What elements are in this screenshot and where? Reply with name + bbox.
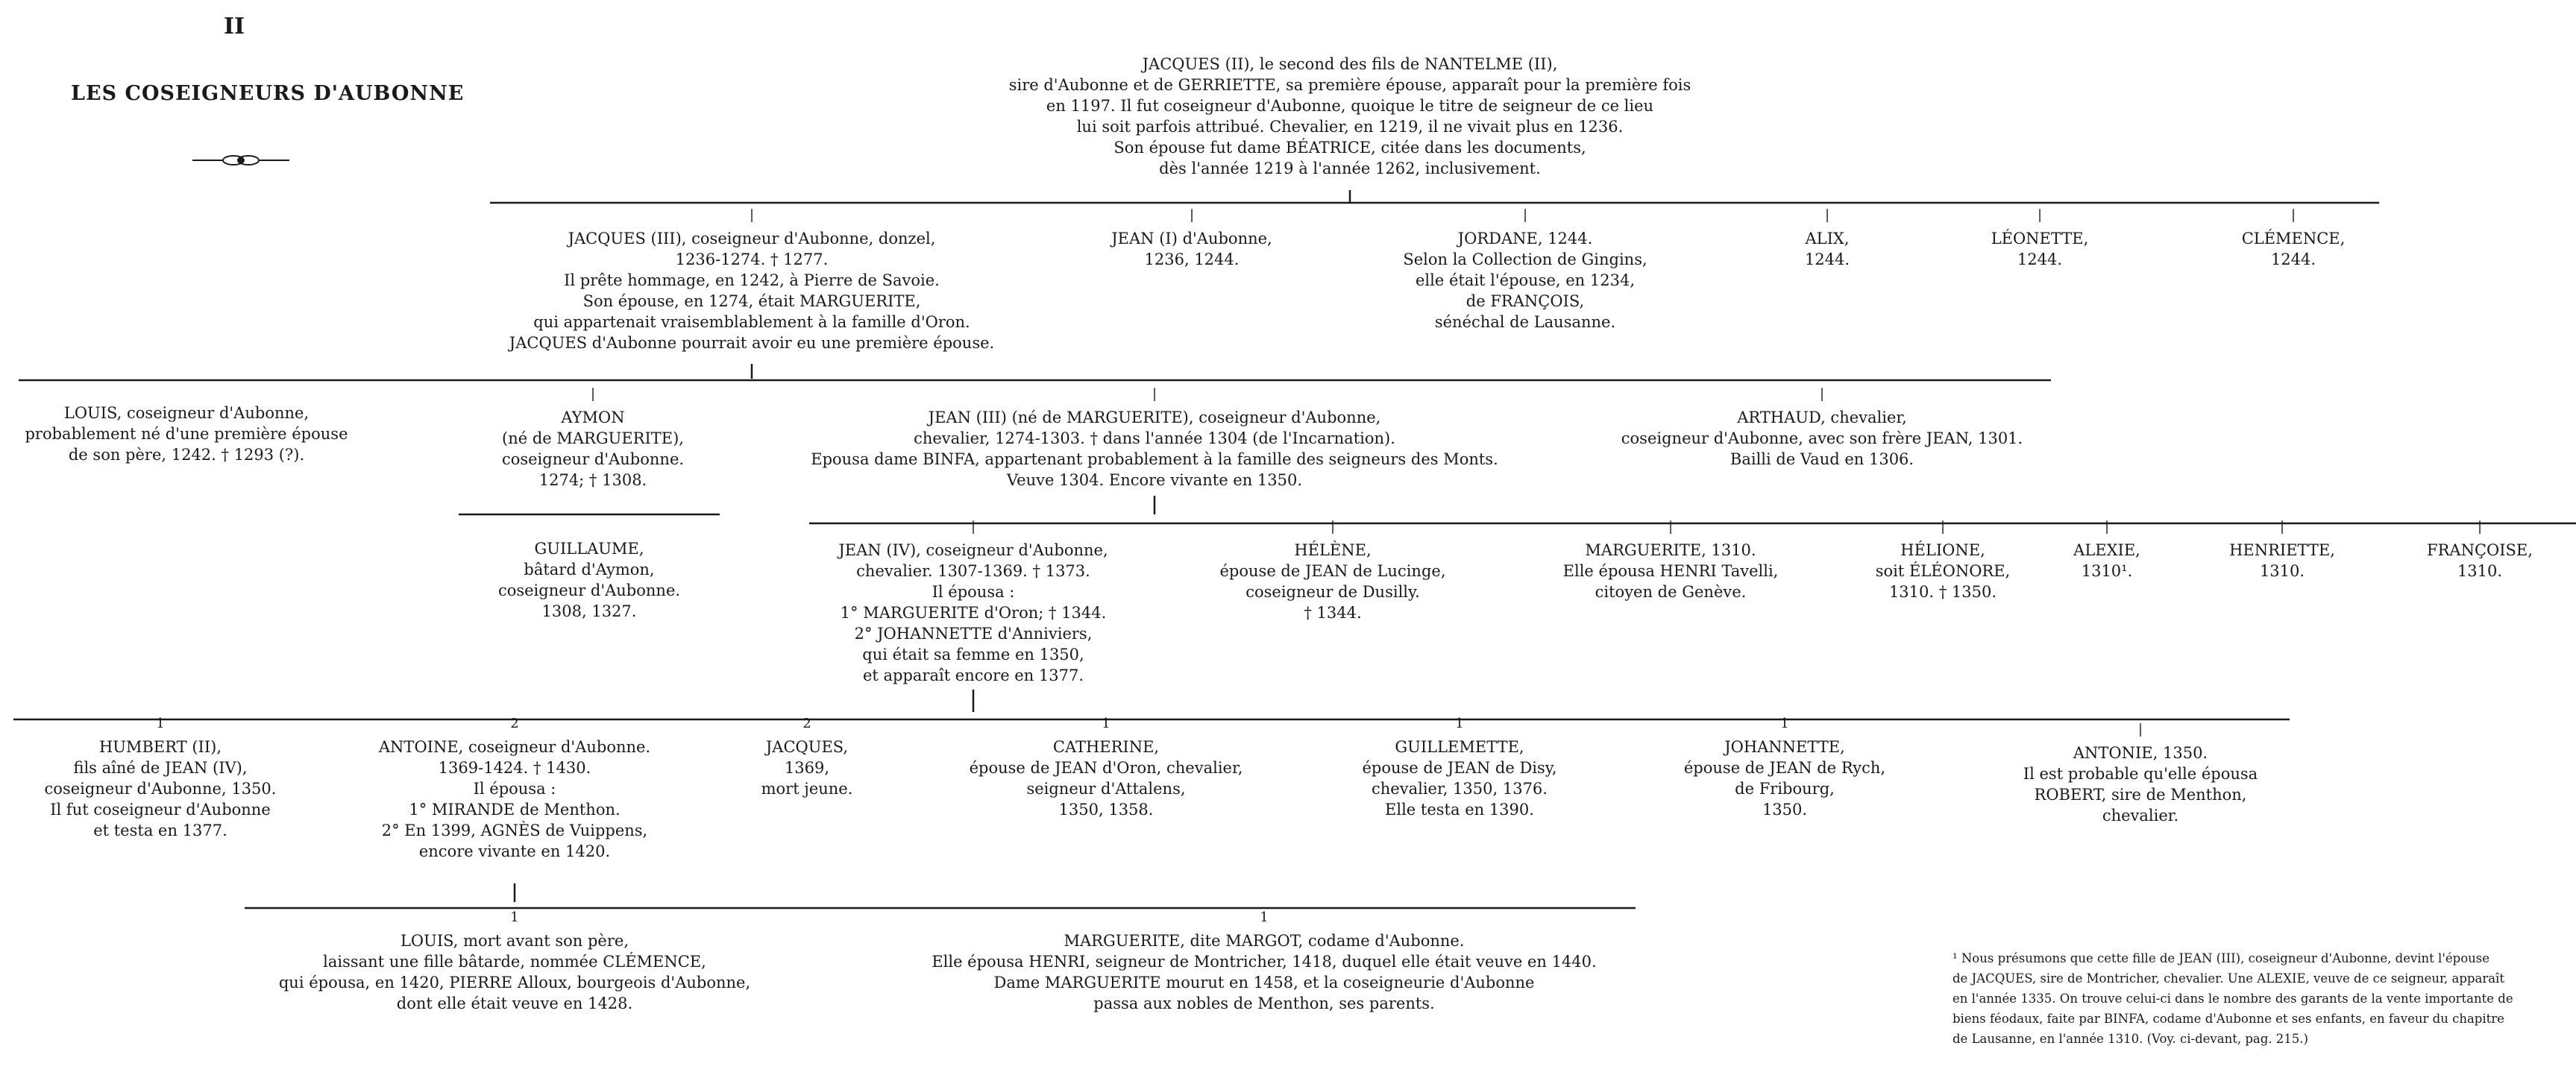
entry-text-line: HENRIETTE, [2229,541,2335,559]
entry-text-line: ALEXIE, [2073,541,2140,559]
person-henriette [2229,520,2335,581]
entry-text-line: Bailli de Vaud en 1306. [1730,450,1914,468]
entry-text-line: 2° JOHANNETTE d'Anniviers, [854,625,1093,643]
person-jean-iv [838,520,1108,686]
descent-mark: | [1940,519,1946,535]
ornament-icon [192,151,289,169]
person-alexie [2073,520,2140,581]
entry-text-line: Veuve 1304. Encore vivante en 1350. [1006,471,1303,489]
entry-text-line: coseigneur d'Aubonne, 1350. [44,780,277,798]
entry-text-line: Selon la Collection de Gingins, [1403,250,1647,268]
entry-text-line: JORDANE, 1244. [1457,230,1593,248]
entry-text-line: Il fut coseigneur d'Aubonne [50,801,271,819]
entry-text-line: 1369-1424. † 1430. [438,759,591,777]
entry-text-line: Elle épousa HENRI Tavelli, [1562,562,1779,580]
entry-text-line: 1350, 1358. [1058,801,1154,819]
entry-text-line: soit ÉLÉONORE, [1875,562,2011,580]
person-jacques-iii [509,209,994,353]
person-alix [1805,209,1850,270]
footnote-line: biens féodaux, faite par BINFA, codame d'Aubonne et ses enfants, en faveur du chapitre [1953,1012,2504,1026]
entry-text-line: qui était sa femme en 1350, [862,646,1084,663]
descent-mark: | [2290,207,2296,223]
person-humbert-ii [45,717,277,841]
entry-text-line: coseigneur d'Aubonne. [501,450,685,468]
entry-text-line: Son épouse, en 1274, était MARGUERITE, [582,292,921,310]
entry-text-line: Elle épousa HENRI, seigneur de Montricher, 1418, duquel elle était veuve en 1440. [932,953,1597,971]
entry-text-line: GUILLAUME, [534,540,644,558]
entry-text-line: ALIX, [1805,230,1850,248]
chapter-number: II [224,13,245,40]
entry-text-line: AYMON [561,409,625,426]
descent-mark: | [2279,519,2285,535]
entry-text-line: JACQUES d'Aubonne pourrait avoir eu une première épouse. [509,334,995,352]
entry-text-line: en 1197. Il fut coseigneur d'Aubonne, quoique le titre de seigneur de ce lieu [1046,97,1654,115]
entry-text-line: 1274; † 1308. [538,471,647,489]
person-jacques-1369 [761,717,853,799]
entry-text-line: LOUIS, mort avant son père, [400,932,629,950]
descent-mark: 1 [1455,716,1464,731]
entry-text-line: épouse de JEAN de Lucinge, [1219,562,1446,580]
entry-text-line: 1244. [2270,250,2316,268]
entry-text-line: JOHANNETTE, [1724,738,1845,756]
entry-text-line: HÉLIONE, [1900,541,1985,559]
entry-text-line: coseigneur d'Aubonne. [497,581,681,599]
descent-mark: | [970,519,976,535]
person-catherine [970,717,1243,820]
descent-mark: | [2037,207,2043,223]
entry-text-line: HÉLÈNE, [1294,541,1372,559]
entry-text-line: 1310. † 1350. [1888,583,1997,601]
person-antoine [379,717,650,862]
entry-text-line: fils aîné de JEAN (IV), [73,759,248,777]
entry-text-line: sénéchal de Lausanne. [1434,313,1616,331]
entry-text-line: laissant une fille bâtarde, nommée CLÉMENCE, [323,953,706,971]
entry-text-line: 1310. [2457,562,2503,580]
person-johannette [1684,717,1885,820]
entry-text-line: Dame MARGUERITE mourut en 1458, et la coseigneurie d'Aubonne [993,974,1535,992]
entry-text-line: encore vivante en 1420. [418,842,611,860]
person-leonette [1991,209,2089,270]
entry-text-line: (né de MARGUERITE), [502,429,684,447]
entry-text-line: ARTHAUD, chevalier, [1737,409,1907,426]
entry-text-line: 1310¹. [2081,562,2133,580]
entry-text-line: épouse de JEAN d'Oron, chevalier, [969,759,1243,777]
entry-text-line: JEAN (IV), coseigneur d'Aubonne, [838,541,1108,559]
entry-text-line: qui appartenait vraisemblablement à la famille d'Oron. [533,313,970,331]
entry-text-line: dont elle était veuve en 1428. [396,995,633,1012]
descent-mark: 1 [510,910,519,925]
entry-text-line: elle était l'épouse, en 1234, [1415,271,1636,289]
descent-mark: | [2477,519,2483,535]
entry-text-line: 1244. [2017,250,2063,268]
entry-text-line: 1244. [1804,250,1850,268]
entry-text-line: chevalier. 1307-1369. † 1373. [856,562,1090,580]
descent-mark: | [1189,207,1195,223]
entry-text-line: 1350. [1762,801,1808,819]
person-guillaume [498,538,680,622]
entry-text-line: MARGUERITE, 1310. [1585,541,1756,559]
entry-text-line: FRANÇOISE, [2427,541,2533,559]
entry-text-line: dès l'année 1219 à l'année 1262, inclusivement. [1159,160,1541,177]
person-jean-i [1111,209,1272,270]
entry-text-line: de son père, 1242. † 1293 (?). [68,446,305,464]
descent-mark: | [1668,519,1674,535]
entry-text-line: et testa en 1377. [93,822,227,839]
descent-mark: | [590,386,596,402]
entry-text-line: de FRANÇOIS, [1466,292,1585,310]
person-clemence-1244 [2242,209,2346,270]
entry-text-line: sire d'Aubonne et de GERRIETTE, sa première épouse, apparaît pour la première fois [1008,76,1691,94]
person-marguerite-1310 [1563,520,1779,602]
person-helene [1220,520,1446,623]
footnote-line: ¹ Nous présumons que cette fille de JEAN (III), coseigneur d'Aubonne, devint l'épouse [1953,951,2489,965]
descent-mark: 1 [1102,716,1110,731]
entry-text-line: ROBERT, sire de Menthon, [2034,786,2247,804]
entry-text-line: HUMBERT (II), [98,738,222,756]
footnote [1953,948,2534,1049]
entry-text-line: CLÉMENCE, [2241,230,2346,248]
entry-text-line: Son épouse fut dame BÉATRICE, citée dans les documents, [1113,139,1586,157]
person-marguerite-margot [932,911,1596,1014]
descent-mark: | [749,207,755,223]
entry-text-line: 1310. [2259,562,2305,580]
person-louis [25,403,348,465]
entry-text-line: MARGUERITE, dite MARGOT, codame d'Aubonne. [1064,932,1465,950]
entry-text-line: 1369, [784,759,830,777]
entry-text-line: JACQUES, [765,738,849,756]
entry-text-line: épouse de JEAN de Rych, [1683,759,1886,777]
entry-text-line: 1236-1274. † 1277. [675,250,829,268]
person-jordane [1403,209,1647,332]
entry-text-line: chevalier, 1350, 1376. [1372,780,1548,798]
entry-text-line: Il épousa : [473,780,556,798]
descent-mark: 1 [156,716,165,731]
entry-text-line: ANTONIE, 1350. [2073,744,2208,762]
person-jean-iii [811,388,1498,491]
entry-text-line: lui soit parfois attribué. Chevalier, en 1219, il ne vivait plus en 1236. [1076,118,1624,136]
person-arthaud [1621,388,2023,470]
person-guillemette [1362,717,1556,820]
entry-text-line: Il est probable qu'elle épousa [2023,765,2258,783]
entry-text-line: et apparaît encore en 1377. [862,666,1084,684]
entry-text-line: 1308, 1327. [541,602,637,620]
person-jacques-ii [1009,54,1691,179]
descent-mark: 1 [1260,910,1269,925]
person-helione [1876,520,2010,602]
footnote-line: de JACQUES, sire de Montricher, chevalier. Une ALEXIE, veuve de ce seigneur, apparaît [1953,971,2504,986]
entry-text-line: bâtard d'Aymon, [524,561,655,579]
entry-text-line: chevalier. [2102,807,2179,825]
descent-mark: | [2104,519,2110,535]
entry-text-line: coseigneur de Dusilly. [1245,583,1420,601]
entry-text-line: JEAN (I) d'Aubonne, [1111,230,1272,248]
descent-mark: 2 [802,716,811,731]
entry-text-line: JEAN (III) (né de MARGUERITE), coseigneur d'Aubonne, [928,409,1381,426]
entry-text-line: épouse de JEAN de Disy, [1362,759,1557,777]
person-aymon [502,388,684,491]
entry-text-line: 2° En 1399, AGNÈS de Vuippens, [381,822,648,839]
descent-mark: | [1824,207,1830,223]
entry-text-line: 1236, 1244. [1144,250,1240,268]
descent-mark: | [2137,722,2143,737]
person-louis-2 [279,911,750,1014]
footnote-line: en l'année 1335. On trouve celui-ci dans le nombre des garants de la vente importante de [1953,992,2513,1006]
entry-text-line: 1° MIRANDE de Menthon. [409,801,621,819]
entry-text-line: qui épousa, en 1420, PIERRE Alloux, bourgeois d'Aubonne, [278,974,751,992]
entry-text-line: Epousa dame BINFA, appartenant probablement à la famille des seigneurs des Monts. [811,450,1498,468]
descent-mark: | [1152,386,1157,402]
entry-text-line: LÉONETTE, [1991,230,2089,248]
person-francoise [2427,520,2533,581]
footnote-line: de Lausanne, en l'année 1310. (Voy. ci-devant, pag. 215.) [1953,1032,2308,1046]
descent-mark: 2 [510,716,519,731]
chapter-title: LES COSEIGNEURS D'AUBONNE [71,82,465,105]
entry-text-line: † 1344. [1304,604,1362,622]
entry-text-line: probablement né d'une première épouse [25,425,348,443]
entry-text-line: coseigneur d'Aubonne, avec son frère JEAN, 1301. [1621,429,2023,447]
entry-text-line: JACQUES (II), le second des fils de NANTELME (II), [1142,55,1558,73]
descent-mark: 1 [1780,716,1789,731]
entry-text-line: citoyen de Genève. [1595,583,1747,601]
entry-text-line: 1° MARGUERITE d'Oron; † 1344. [840,604,1107,622]
person-antonie [2023,723,2258,826]
entry-text-line: LOUIS, coseigneur d'Aubonne, [63,404,310,422]
entry-text-line: de Fribourg, [1735,780,1835,798]
entry-text-line: chevalier, 1274-1303. † dans l'année 1304 (de l'Incarnation). [914,429,1395,447]
entry-text-line: JACQUES (III), coseigneur d'Aubonne, donzel, [568,230,936,248]
entry-text-line: seigneur d'Attalens, [1026,780,1186,798]
descent-mark: | [1522,207,1528,223]
entry-text-line: ANTOINE, coseigneur d'Aubonne. [378,738,651,756]
descent-mark: | [1819,386,1825,402]
entry-text-line: Elle testa en 1390. [1385,801,1534,819]
descent-mark: | [1330,519,1336,535]
entry-text-line: Il épousa : [932,583,1015,601]
entry-text-line: mort jeune. [761,780,853,798]
entry-text-line: Il prête hommage, en 1242, à Pierre de Savoie. [564,271,940,289]
entry-text-line: GUILLEMETTE, [1395,738,1524,756]
entry-text-line: CATHERINE, [1052,738,1160,756]
entry-text-line: passa aux nobles de Menthon, ses parents. [1093,995,1435,1012]
